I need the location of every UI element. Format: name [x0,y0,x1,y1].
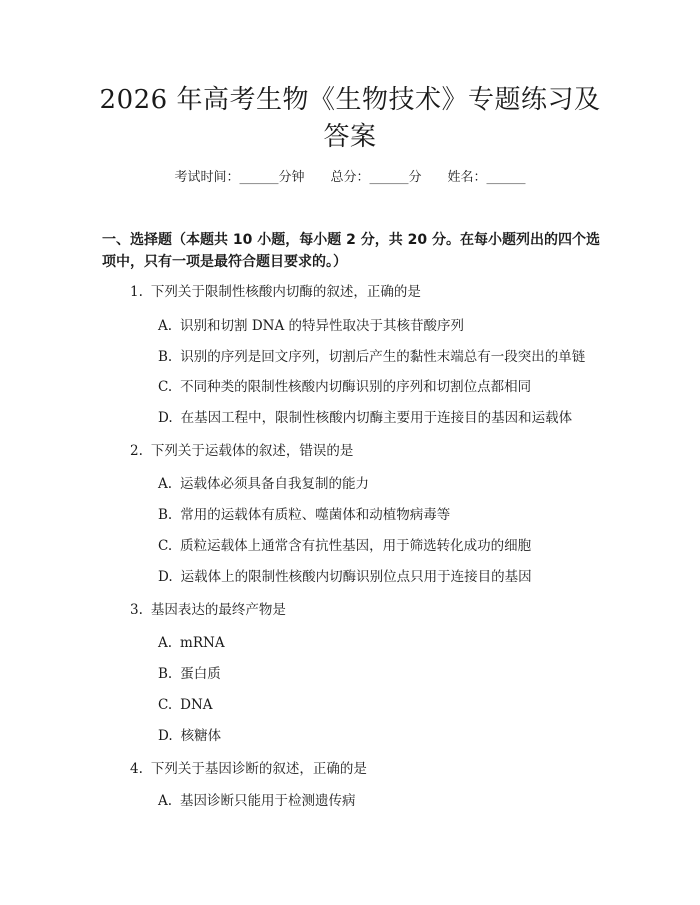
option-text: 识别和切割 DNA 的特异性取决于其核苷酸序列 [180,318,465,334]
question-number: 2. [130,443,143,459]
question-2-option-d [158,567,532,587]
question-1-option-c [158,377,531,397]
question-3-option-a [158,633,225,653]
option-text: 常用的运载体有质粒、噬菌体和动植物病毒等 [180,507,451,523]
question-text: 基因表达的最终产物是 [150,602,286,618]
question-2-option-b [158,505,450,525]
option-letter: C. [158,697,173,713]
question-number: 1. [130,284,143,300]
exam-meta [0,168,700,188]
exam-time-label: 考试时间：______分钟 [174,170,305,185]
option-letter: B. [158,666,173,682]
question-1 [130,282,421,302]
option-text: 基因诊断只能用于检测遗传病 [180,793,356,809]
option-text: 运载体必须具备自我复制的能力 [180,476,370,492]
option-letter: B. [158,349,173,365]
option-letter: D. [158,728,173,744]
question-1-option-b [158,347,585,367]
question-2-option-a [158,474,369,494]
option-text: 识别的序列是回文序列，切割后产生的黏性末端总有一段突出的单链 [180,349,586,365]
option-text: 质粒运载体上通常含有抗性基因，用于筛选转化成功的细胞 [180,538,532,554]
option-text: 运载体上的限制性核酸内切酶识别位点只用于连接目的基因 [180,569,532,585]
question-4 [130,759,367,779]
question-2 [130,441,353,461]
option-text: 核糖体 [180,728,222,744]
question-2-option-c [158,536,531,556]
option-letter: C. [158,379,173,395]
option-letter: B. [158,507,173,523]
option-letter: A. [158,793,173,809]
question-1-option-a [158,316,464,336]
option-text: DNA [180,697,213,713]
option-letter: D. [158,410,173,426]
option-text: 蛋白质 [180,666,221,682]
option-letter: A. [158,635,173,651]
option-text: mRNA [180,635,225,651]
question-number: 3. [130,602,143,618]
question-number: 4. [130,761,143,777]
question-3-option-c [158,695,213,715]
option-letter: A. [158,318,173,334]
page-title: 2026 年高考生物《生物技术》专题练习及答案 [99,85,601,152]
option-letter: C. [158,538,173,554]
section-heading: 一、选择题（本题共 10 小题，每小题 2 分，共 20 分。在每小题列出的四个选项中，只有一项是最符合题目要求的。） [102,232,600,270]
total-score-label: 总分：______分 [330,170,422,185]
option-letter: A. [158,476,173,492]
question-1-option-d [158,408,572,428]
question-4-option-a [158,791,356,811]
question-text: 下列关于基因诊断的叙述，正确的是 [150,761,367,777]
question-3-option-d [158,726,221,746]
question-text: 下列关于限制性核酸内切酶的叙述，正确的是 [150,284,421,300]
question-3-option-b [158,664,221,684]
question-text: 下列关于运载体的叙述，错误的是 [150,443,354,459]
student-name-label: 姓名：______ [447,170,526,185]
question-3 [130,600,286,620]
option-text: 不同种类的限制性核酸内切酶识别的序列和切割位点都相同 [180,379,532,395]
option-text: 在基因工程中，限制性核酸内切酶主要用于连接目的基因和运载体 [180,410,573,426]
option-letter: D. [158,569,173,585]
